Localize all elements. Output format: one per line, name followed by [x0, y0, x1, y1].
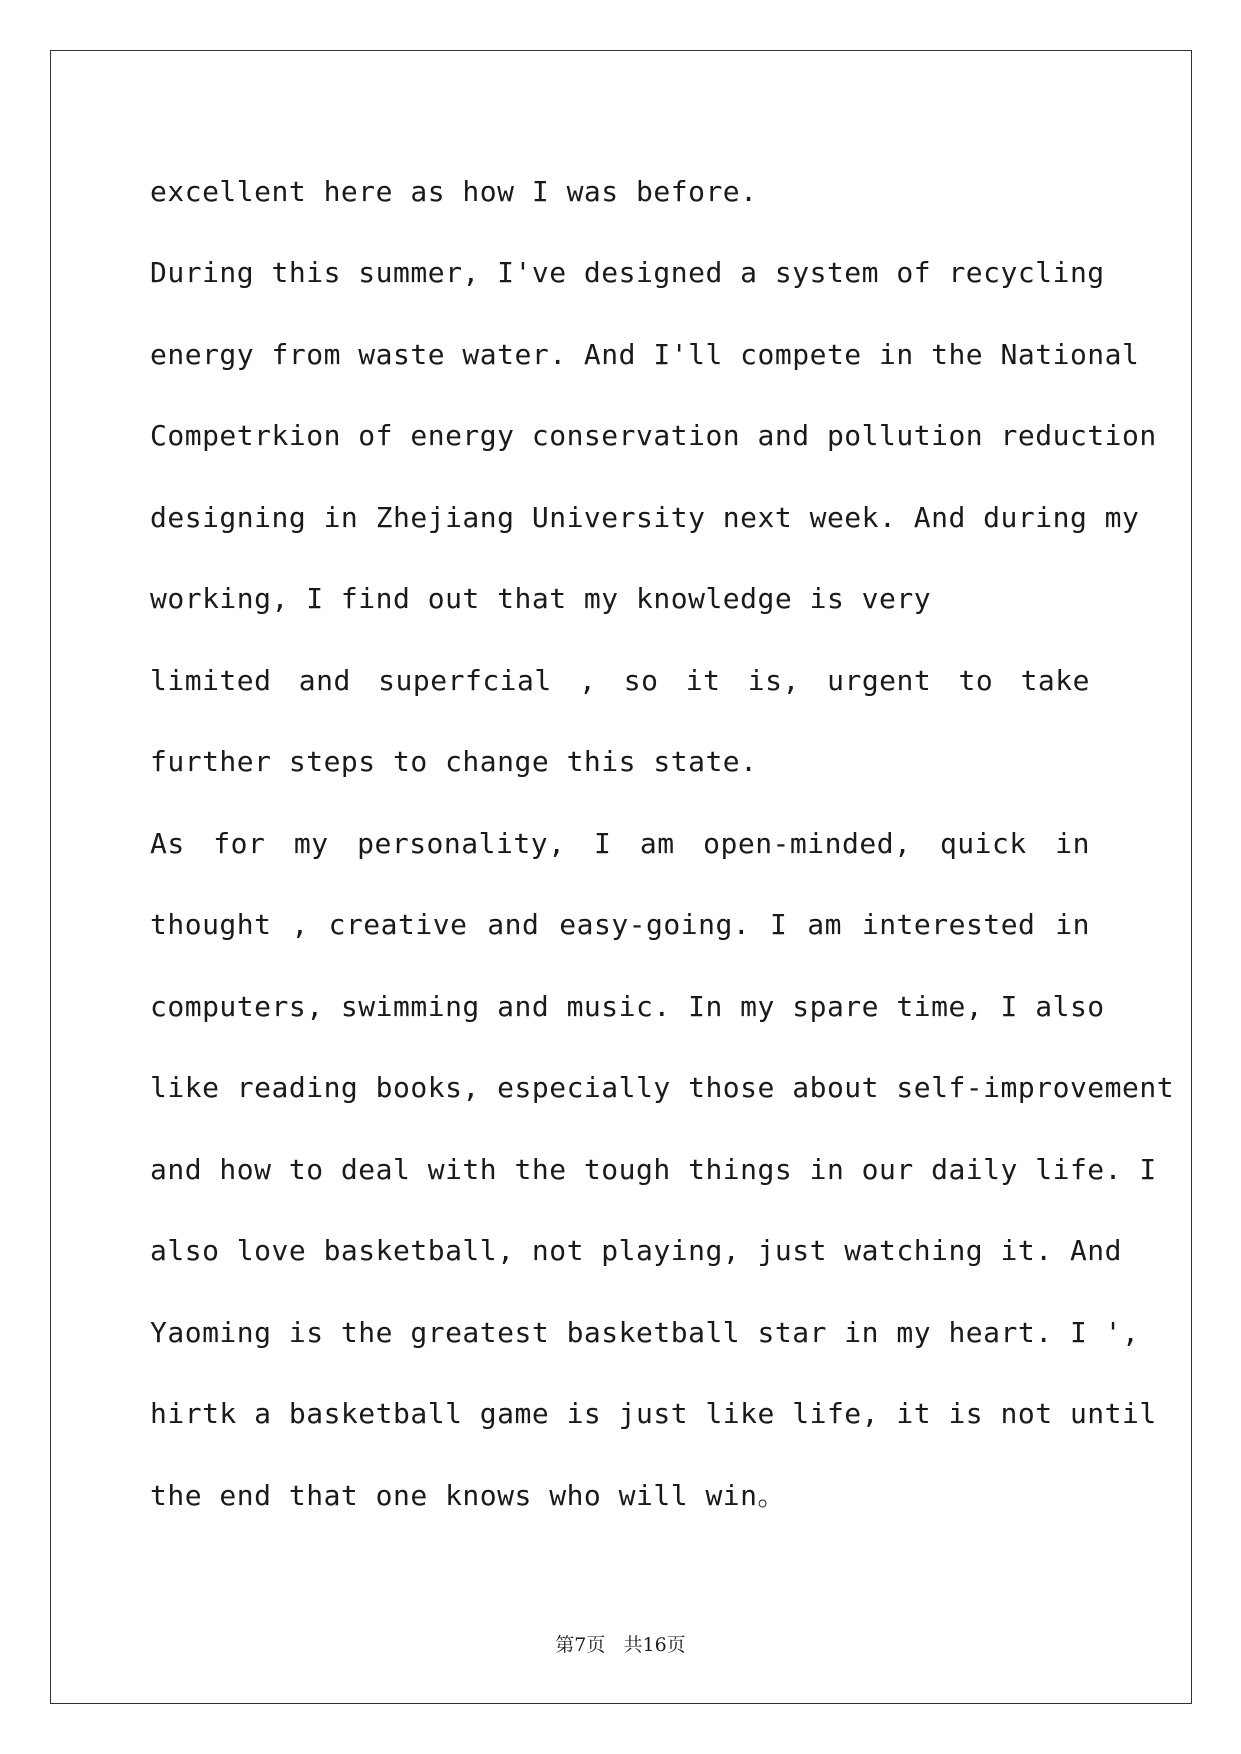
page-number: 第7页 共16页	[555, 1634, 686, 1656]
body-text-line: working, I find out that my knowledge is very	[150, 582, 932, 615]
body-text-line: limited and superfcial , so it is, urgent to take	[150, 664, 1090, 697]
body-text-line: Competrkion of energy conservation and pollution reduction	[150, 419, 1157, 452]
body-text-line: excellent here as how I was before.	[150, 175, 758, 208]
body-text-line: During this summer, I've designed a system of recycling	[150, 256, 1105, 289]
body-text-line: Yaoming is the greatest basketball star in my heart. I ',	[150, 1316, 1140, 1349]
page-border	[50, 50, 1192, 1704]
body-text-line: the end that one knows who will win。	[150, 1479, 787, 1512]
body-text-line: further steps to change this state.	[150, 745, 758, 778]
body-text-line: As for my personality, I am open-minded, quick in	[150, 827, 1090, 860]
body-text-line: designing in Zhejiang University next week. And during my	[150, 501, 1140, 534]
body-text-line: and how to deal with the tough things in our daily life. I	[150, 1153, 1157, 1186]
body-text-line: hirtk a basketball game is just like life, it is not until	[150, 1397, 1157, 1430]
body-text-line: like reading books, especially those about self-improvement	[150, 1071, 1175, 1104]
body-text-line: also love basketball, not playing, just watching it. And	[150, 1234, 1123, 1267]
body-text-line: computers, swimming and music. In my spare time, I also	[150, 990, 1105, 1023]
body-text-line: thought , creative and easy-going. I am interested in	[150, 908, 1090, 941]
body-text-line: energy from waste water. And I'll compete in the National	[150, 338, 1140, 371]
